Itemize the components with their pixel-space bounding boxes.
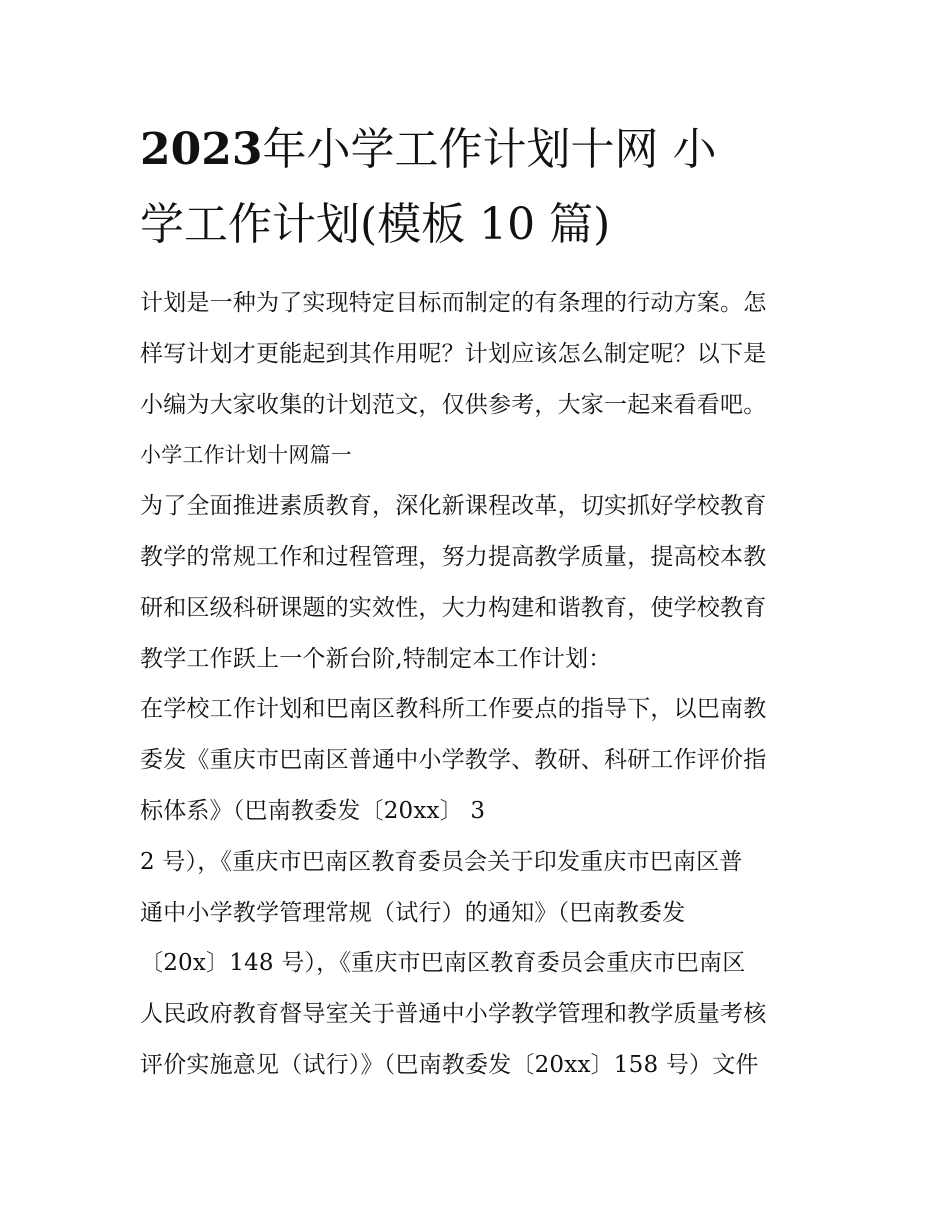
body-line: 2 号），《重庆市巴南区教育委员会关于印发重庆市巴南区普 <box>140 848 743 875</box>
document-body <box>140 278 830 1091</box>
section-heading: 小学工作计划十网篇一 <box>140 443 352 468</box>
title-line-1 <box>140 112 820 187</box>
title-line-1-text: 年小学工作计划十网 小 <box>262 124 717 175</box>
body-line: 为了全面推进素质教育，深化新课程改革，切实抓好学校教育 <box>140 493 767 520</box>
body-line: 委发《重庆市巴南区普通中小学教学、教研、科研工作评价指 <box>140 747 767 774</box>
body-line: 小编为大家收集的计划范文，仅供参考，大家一起来看看吧。 <box>140 391 767 418</box>
body-line: 计划是一种为了实现特定目标而制定的有条理的行动方案。怎 <box>140 290 767 316</box>
body-line: 教学工作跃上一个新台阶,特制定本工作计划： <box>140 645 612 672</box>
body-line: 教学的常规工作和过程管理，努力提高教学质量，提高校本教 <box>140 543 767 570</box>
document-title <box>140 112 820 262</box>
body-line: 在学校工作计划和巴南区教科所工作要点的指导下，以巴南教 <box>140 696 767 723</box>
title-line-2: 学工作计划(模板 10 篇) <box>140 199 611 250</box>
body-line: 通中小学教学管理常规（试行）的通知》（巴南教委发 <box>140 899 686 926</box>
body-line: 样写计划才更能起到其作用呢？计划应该怎么制定呢？以下是 <box>140 340 767 367</box>
body-line: 〔20x〕148 号），《重庆市巴南区教育委员会重庆市巴南区 <box>140 950 746 977</box>
body-line: 人民政府教育督导室关于普通中小学教学管理和教学质量考核 <box>140 1001 767 1028</box>
body-line: 评价实施意见（试行）》（巴南教委发〔20xx〕158 号）文件 <box>140 1051 759 1078</box>
body-line: 标体系》（巴南教委发〔20xx〕 3 <box>140 797 486 824</box>
title-year: 2023 <box>140 124 263 175</box>
body-line: 研和区级科研课题的实效性，大力构建和谐教育，使学校教育 <box>140 594 767 621</box>
